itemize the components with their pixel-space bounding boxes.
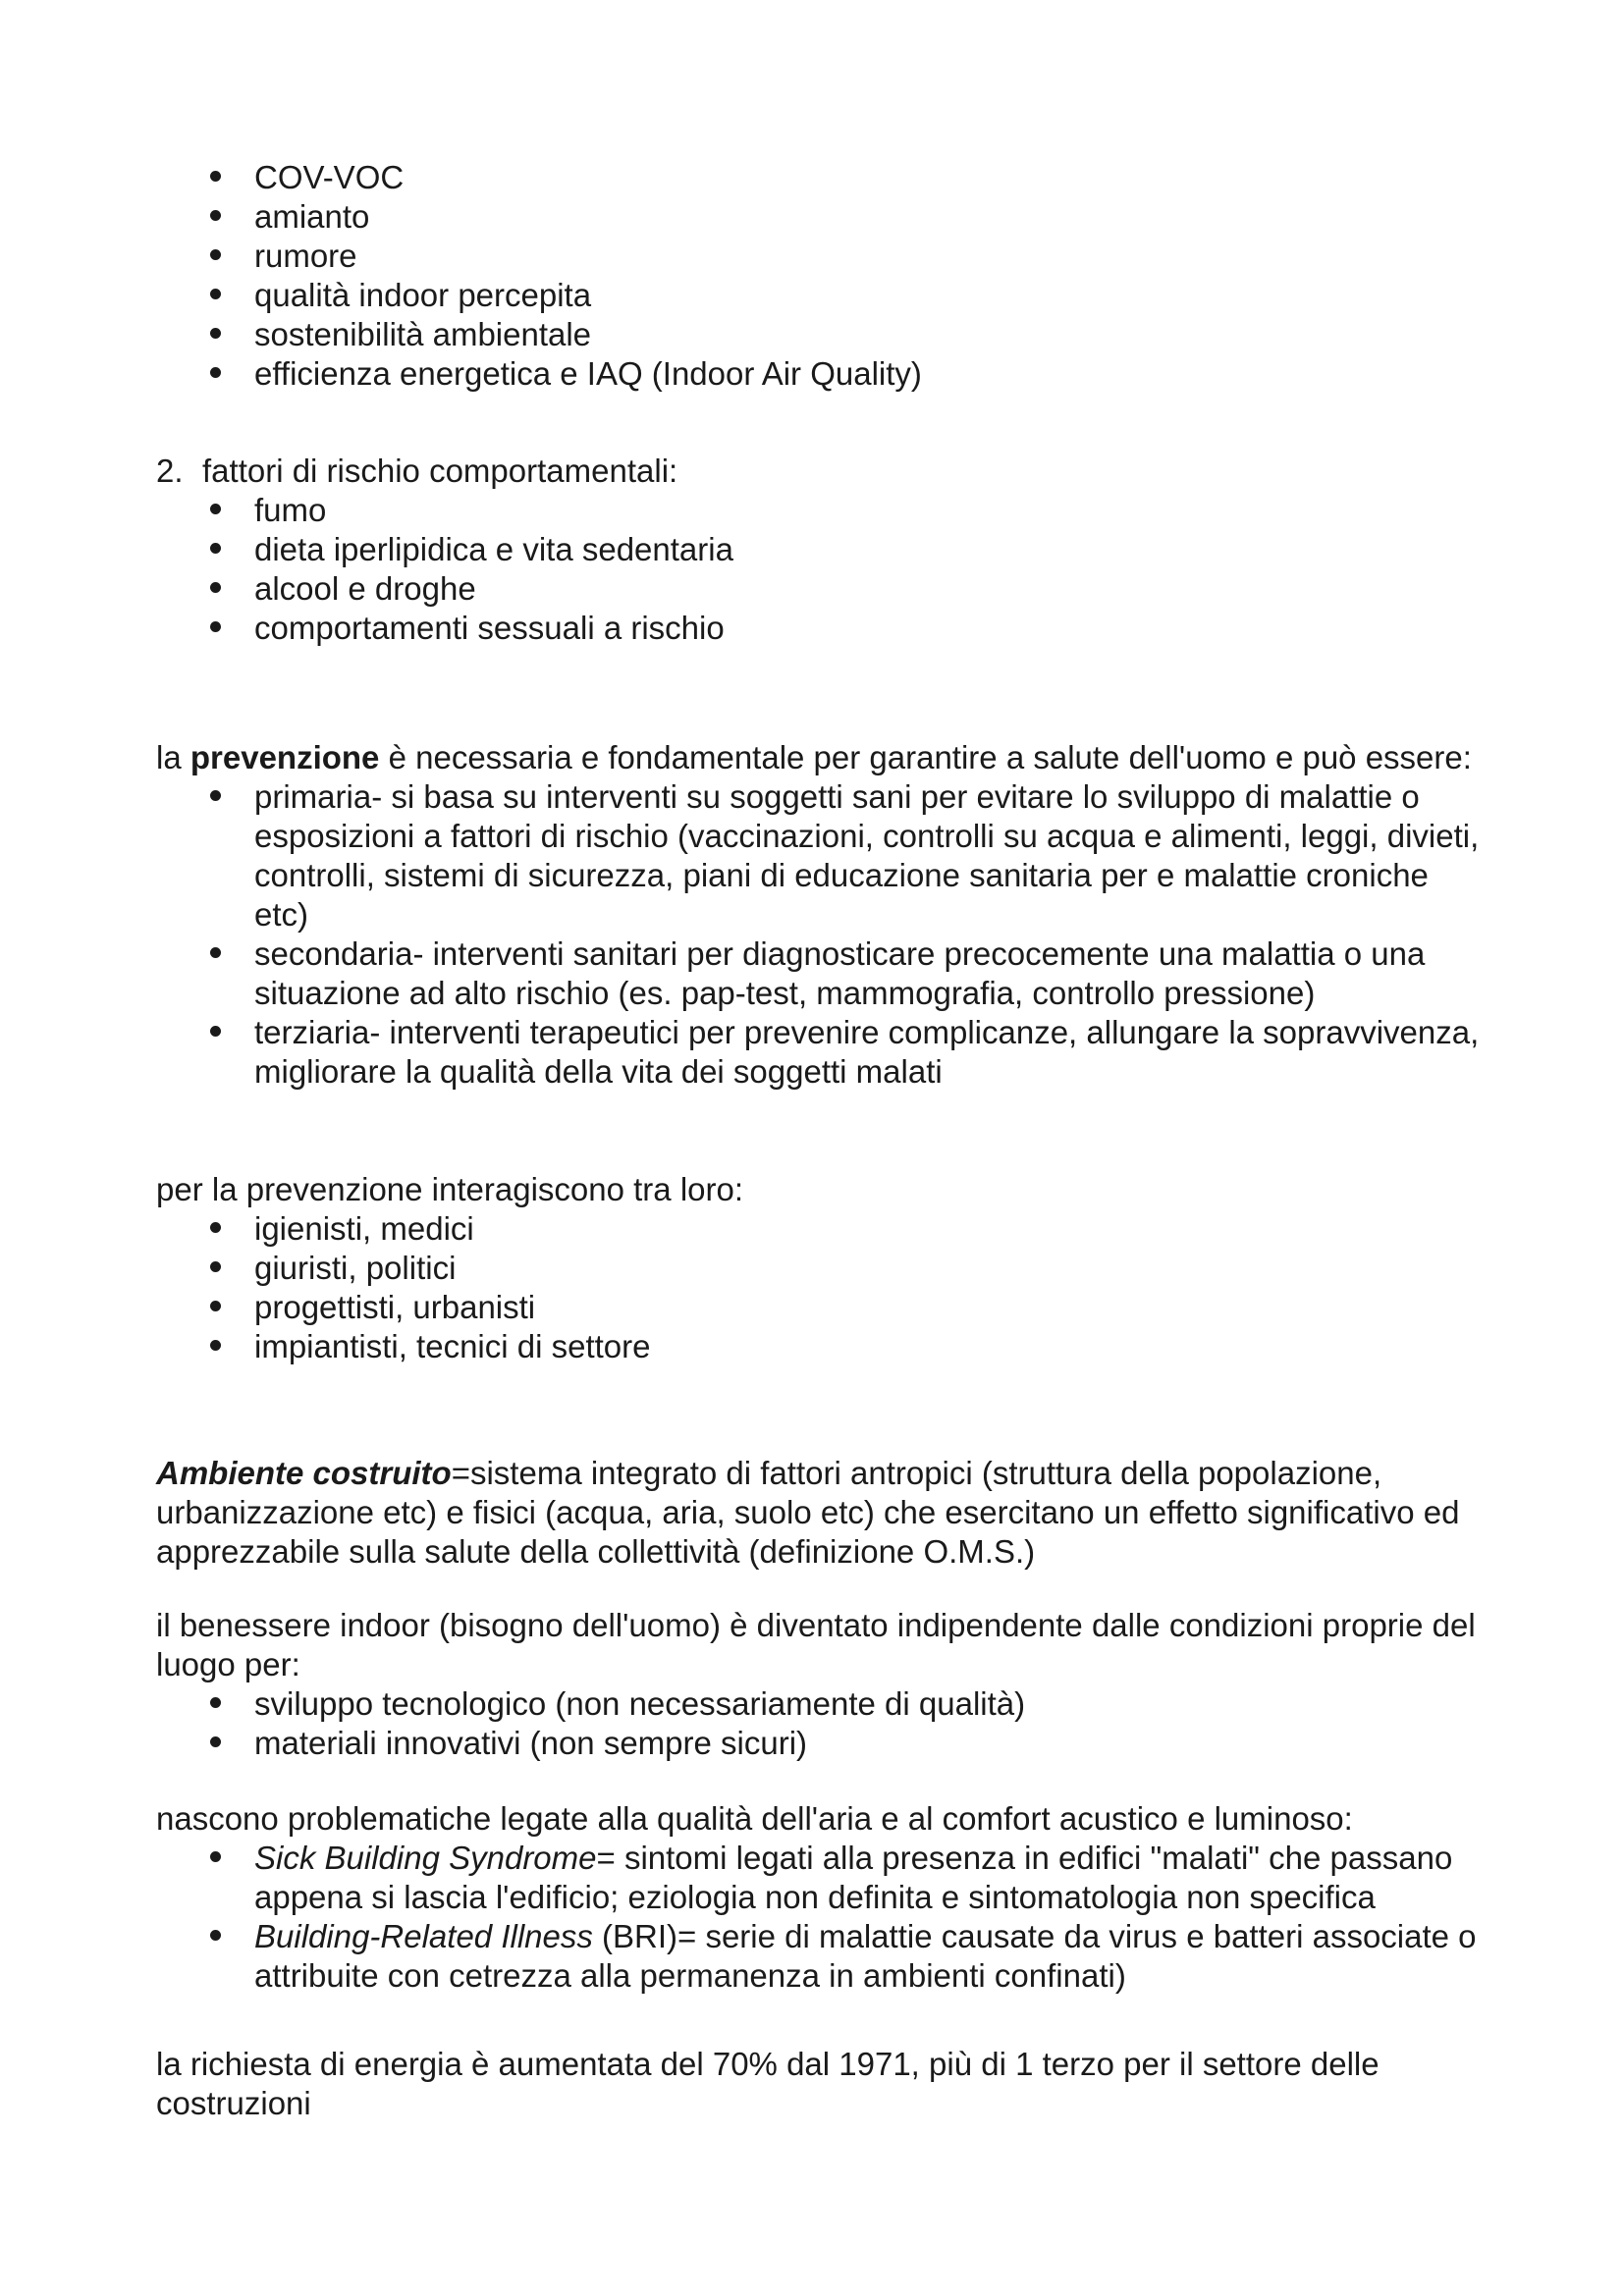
bullet-icon — [210, 1851, 221, 1862]
bullet-icon — [210, 790, 221, 801]
prevention-paragraph: la prevenzione è necessaria e fondamentale per garantire a salute dell'uomo e può essere: — [156, 739, 1472, 775]
bullet-icon — [210, 543, 221, 554]
list-item: materiali innovativi (non sempre sicuri) — [156, 1724, 1491, 1763]
prevention-list — [156, 777, 1491, 1092]
list-item: efficienza energetica e IAQ (Indoor Air Quality) — [156, 354, 1491, 394]
bullet-icon — [210, 947, 221, 958]
bullet-icon — [210, 1301, 221, 1311]
indoor-wellbeing-list — [156, 1684, 1491, 1763]
list-item: comportamenti sessuali a rischio — [156, 609, 1491, 648]
pollutants-list — [156, 158, 1491, 394]
bullet-icon — [210, 582, 221, 593]
indoor-wellbeing-intro: il benessere indoor (bisogno dell'uomo) è diventato indipendente dalle condizioni proprie del luogo per: — [156, 1607, 1476, 1682]
problems-section — [156, 1799, 1491, 1996]
energy-paragraph: la richiesta di energia è aumentata del 70% dal 1971, più di 1 terzo per il settore delle costruzioni — [156, 2046, 1380, 2121]
bullet-icon — [210, 1026, 221, 1037]
list-item: COV-VOC — [156, 158, 1491, 197]
bullet-icon — [210, 1261, 221, 1272]
bullet-icon — [210, 621, 221, 632]
section-heading: 2. fattori di rischio comportamentali: — [156, 453, 678, 489]
bullet-icon — [210, 1697, 221, 1708]
list-item: progettisti, urbanisti — [156, 1288, 1491, 1327]
bullet-icon — [210, 328, 221, 339]
problems-intro: nascono problematiche legate alla qualità dell'aria e al comfort acustico e luminoso: — [156, 1800, 1353, 1837]
bullet-icon — [210, 249, 221, 260]
stakeholders-section — [156, 1170, 1491, 1366]
behavioral-risk-section — [156, 452, 1491, 648]
stakeholders-list — [156, 1209, 1491, 1366]
list-item: igienisti, medici — [156, 1209, 1491, 1249]
built-environment-section — [156, 1454, 1491, 1572]
prevention-section — [156, 738, 1491, 1092]
indoor-wellbeing-section — [156, 1606, 1491, 1763]
problems-list — [156, 1839, 1491, 1996]
stakeholders-intro: per la prevenzione interagiscono tra loro: — [156, 1171, 744, 1207]
list-item: impiantisti, tecnici di settore — [156, 1327, 1491, 1366]
list-item: qualità indoor percepita — [156, 276, 1491, 315]
list-item: fumo — [156, 491, 1491, 530]
bullet-icon — [210, 1736, 221, 1747]
list-item: dieta iperlipidica e vita sedentaria — [156, 530, 1491, 569]
list-item: alcool e droghe — [156, 569, 1491, 609]
list-item: primaria- si basa su interventi su soggetti sani per evitare lo sviluppo di malattie o esposizioni a fattori di rischio (vaccinazioni, controlli su acqua e alimenti, leggi, divieti, controlli, sistemi di sicurezza, piani di educazione sanitaria per e malattie croniche etc) — [156, 777, 1491, 934]
list-item: amianto — [156, 197, 1491, 237]
bullet-icon — [210, 210, 221, 221]
list-item: Building-Related Illness (BRI)= serie di malattie causate da virus e batteri associate o attribuite con cetrezza alla permanenza in ambienti confinati) — [156, 1917, 1491, 1996]
pollutants-list-block — [156, 158, 1491, 394]
energy-section — [156, 2045, 1491, 2123]
bullet-icon — [210, 171, 221, 182]
bullet-icon — [210, 1340, 221, 1351]
list-item: rumore — [156, 237, 1491, 276]
bullet-icon — [210, 289, 221, 299]
bullet-icon — [210, 367, 221, 378]
list-item: giuristi, politici — [156, 1249, 1491, 1288]
list-item: secondaria- interventi sanitari per diagnosticare precocemente una malattia o una situazione ad alto rischio (es. pap-test, mammografia, controllo pressione) — [156, 934, 1491, 1013]
list-item: terziaria- interventi terapeutici per prevenire complicanze, allungare la sopravvivenza, migliorare la qualità della vita dei soggetti malati — [156, 1013, 1491, 1092]
list-item: sostenibilità ambientale — [156, 315, 1491, 354]
list-item: sviluppo tecnologico (non necessariamente di qualità) — [156, 1684, 1491, 1724]
list-item: Sick Building Syndrome= sintomi legati alla presenza in edifici "malati" che passano appena si lascia l'edificio; eziologia non definita e sintomatologia non specifica — [156, 1839, 1491, 1917]
bullet-icon — [210, 1222, 221, 1233]
bullet-icon — [210, 1930, 221, 1941]
behavioral-risk-list — [156, 491, 1491, 648]
built-environment-definition: Ambiente costruito=sistema integrato di fattori antropici (struttura della popolazione, urbanizzazione etc) e fisici (acqua, aria, suolo etc) che esercitano un effetto significativo ed apprezzabile sulla salute della collettività (definizione O.M.S.) — [156, 1455, 1460, 1570]
bullet-icon — [210, 504, 221, 514]
